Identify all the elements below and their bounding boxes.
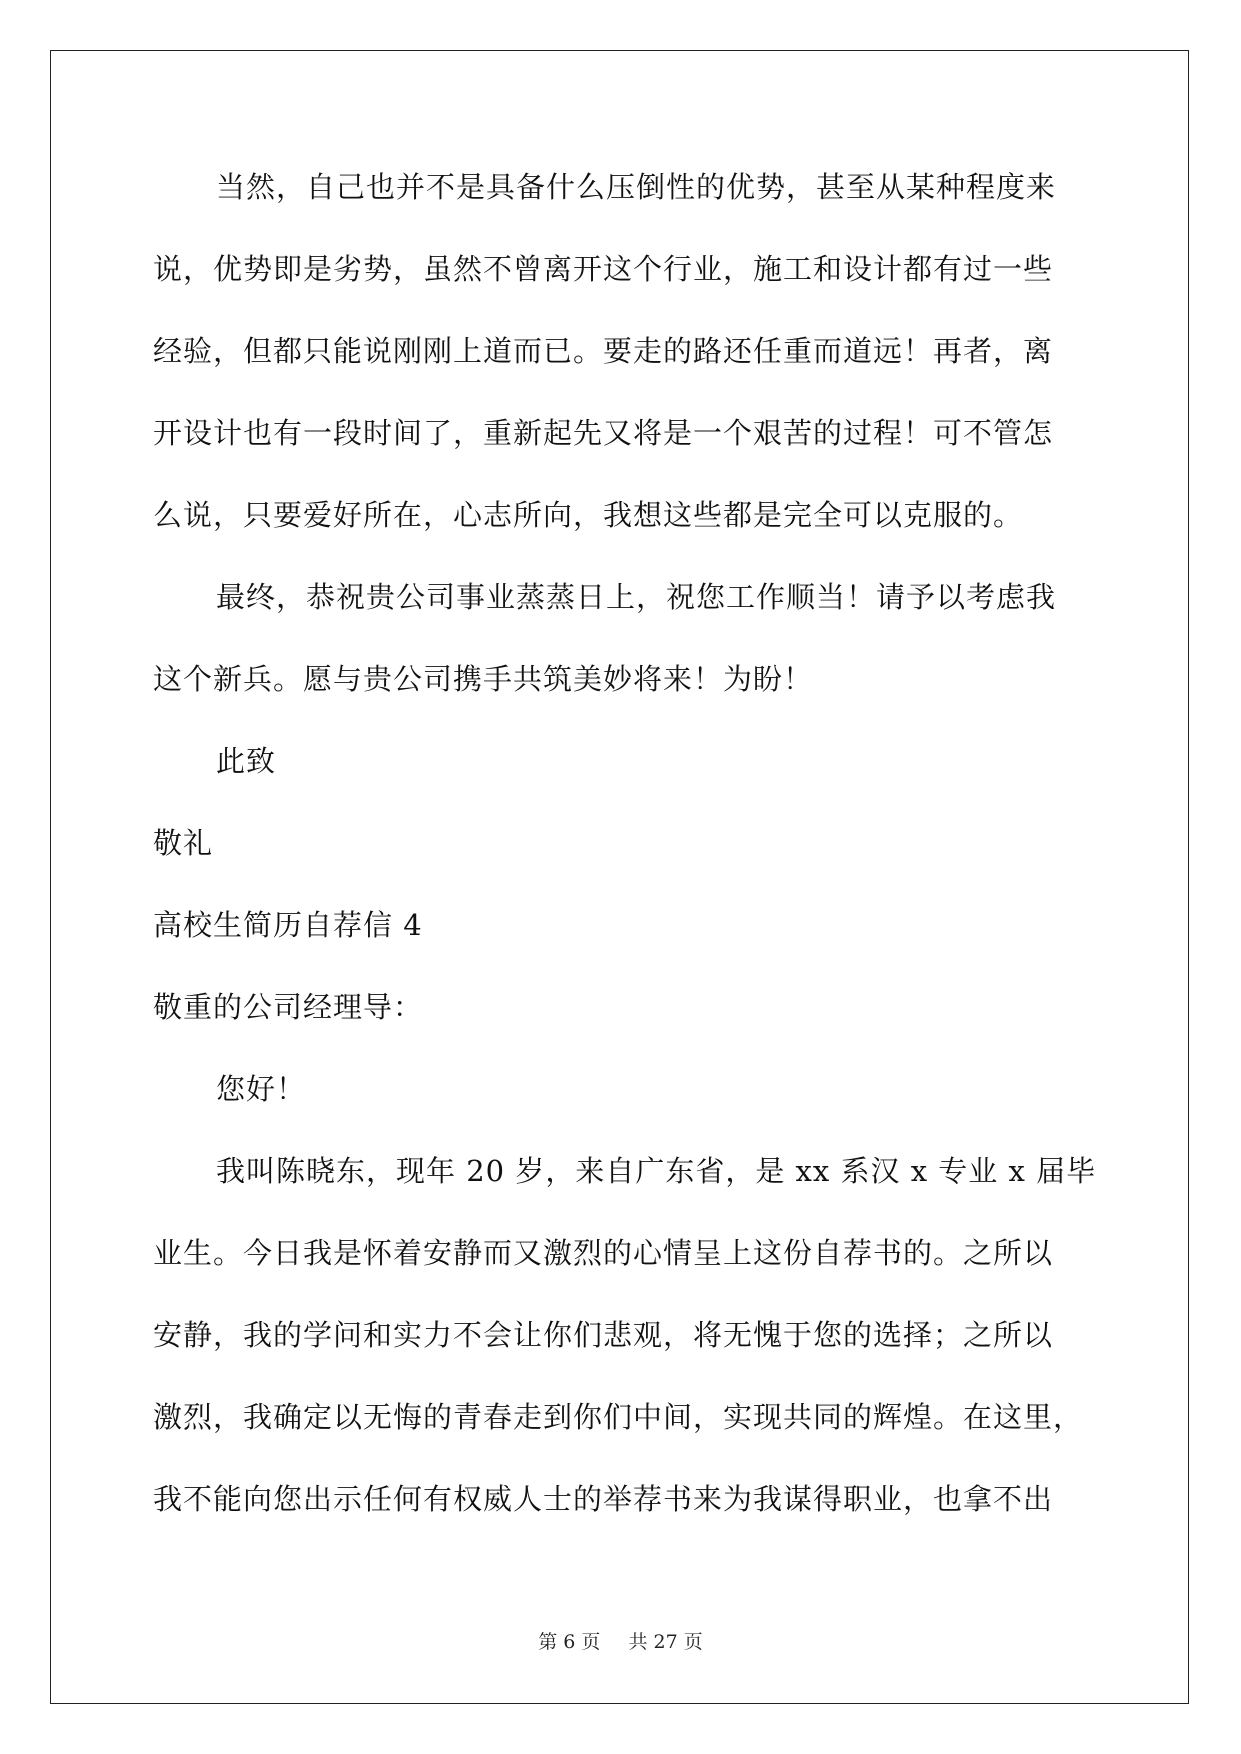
section-title: 高校生简历自荐信 4 (153, 908, 423, 942)
paragraph-line: 这个新兵。愿与贵公司携手共筑美妙将来！为盼！ (153, 662, 814, 696)
page-number: 第 6 页 (538, 1631, 601, 1653)
paragraph-line: 当然，自己也并不是具备什么压倒性的优势，甚至从某种程度来 (216, 170, 1057, 204)
paragraph-line: 说，优势即是劣势，虽然不曾离开这个行业，施工和设计都有过一些 (153, 252, 1054, 286)
paragraph-line: 开设计也有一段时间了，重新起先又将是一个艰苦的过程！可不管怎 (153, 416, 1054, 450)
paragraph-line: 业生。今日我是怀着安静而又激烈的心情呈上这份自荐书的。之所以 (153, 1236, 1054, 1270)
closing-salutation: 此致 (216, 744, 277, 778)
page-total: 共 27 页 (628, 1631, 703, 1653)
letter-greeting: 您好！ (216, 1072, 307, 1106)
paragraph-line: 激烈，我确定以无悔的青春走到你们中间，实现共同的辉煌。在这里， (153, 1400, 1084, 1434)
paragraph-line: 我不能向您出示任何有权威人士的举荐书来为我谋得职业，也拿不出 (153, 1482, 1054, 1516)
paragraph-line: 么说，只要爱好所在，心志所向，我想这些都是完全可以克服的。 (153, 498, 1024, 532)
paragraph-line: 我叫陈晓东，现年 20 岁，来自广东省，是 xx 系汉 x 专业 x 届毕 (216, 1154, 1097, 1188)
page-footer (0, 1627, 1241, 1654)
paragraph-line: 经验，但都只能说刚刚上道而已。要走的路还任重而道远！再者，离 (153, 334, 1054, 368)
paragraph-line: 最终，恭祝贵公司事业蒸蒸日上，祝您工作顺当！请予以考虑我 (216, 580, 1057, 614)
document-body (153, 160, 1097, 1554)
paragraph-line: 安静，我的学问和实力不会让你们悲观，将无愧于您的选择；之所以 (153, 1318, 1054, 1352)
closing-regards: 敬礼 (153, 826, 214, 860)
letter-addressee: 敬重的公司经理导： (153, 990, 424, 1024)
